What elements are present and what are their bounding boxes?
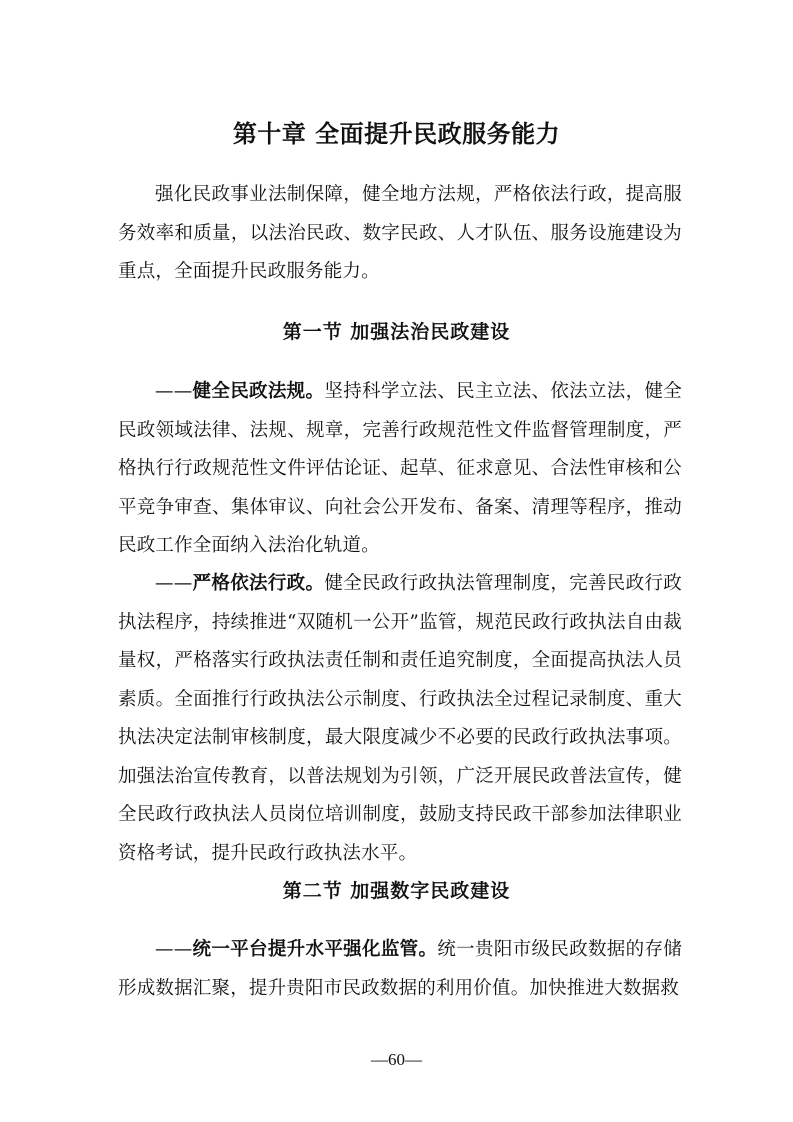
intro-paragraph: 强化民政事业法制保障，健全地方法规，严格依法行政，提高服务效率和质量，以法治民政、数字民政、人才队伍、服务设施建设为重点，全面提升民政服务能力。 — [118, 184, 682, 282]
paragraph-lead: 严格依法行政。 — [192, 573, 325, 594]
em-dash: —— — [155, 381, 193, 402]
chapter-title: 第十章 全面提升民政服务能力 — [232, 120, 561, 148]
section-1-paragraph-2 — [118, 565, 682, 873]
em-dash: —— — [155, 939, 193, 960]
page-number: —60— — [371, 1050, 422, 1069]
paragraph-lead: 健全民政法规。 — [192, 381, 325, 402]
section-1-title: 第一节 加强法治民政建设 — [282, 321, 511, 343]
em-dash: —— — [155, 573, 193, 594]
paragraph-body: 统一贵阳市级民政数据的存储形成数据汇聚，提升贵阳市民政数据的利用价值。加快推进大数据救 — [118, 939, 682, 999]
section-2-title: 第二节 加强数字民政建设 — [282, 880, 511, 902]
paragraph-body: 健全民政行政执法管理制度，完善民政行政执法程序，持续推进“双随机一公开”监管，规范民政行政执法自由裁量权，严格落实行政执法责任制和责任追究制度，全面提高执法人员素质。全面推行行政执法公示制度、行政执法全过程记录制度、重大执法决定法制审核制度，最大限度减少不必要的民政行政执法事项。加强法治宣传教育，以普法规划为引领，广泛开展民政普法宣传，健全民政行政执法人员岗位培训制度，鼓励支持民政干部参加法律职业资格考试，提升民政行政执法水平。 — [118, 573, 682, 864]
paragraph-body: 坚持科学立法、民主立法、依法立法，健全民政领域法律、法规、规章，完善行政规范性文件监督管理制度，严格执行行政规范性文件评估论证、起草、征求意见、合法性审核和公平竞争审查、集体审议、向社会公开发布、备案、清理等程序，推动民政工作全面纳入法治化轨道。 — [118, 381, 682, 556]
paragraph-lead: 统一平台提升水平强化监管。 — [192, 939, 438, 960]
section-1-paragraph-1 — [118, 373, 682, 566]
section-2-paragraph-1 — [118, 931, 682, 1008]
